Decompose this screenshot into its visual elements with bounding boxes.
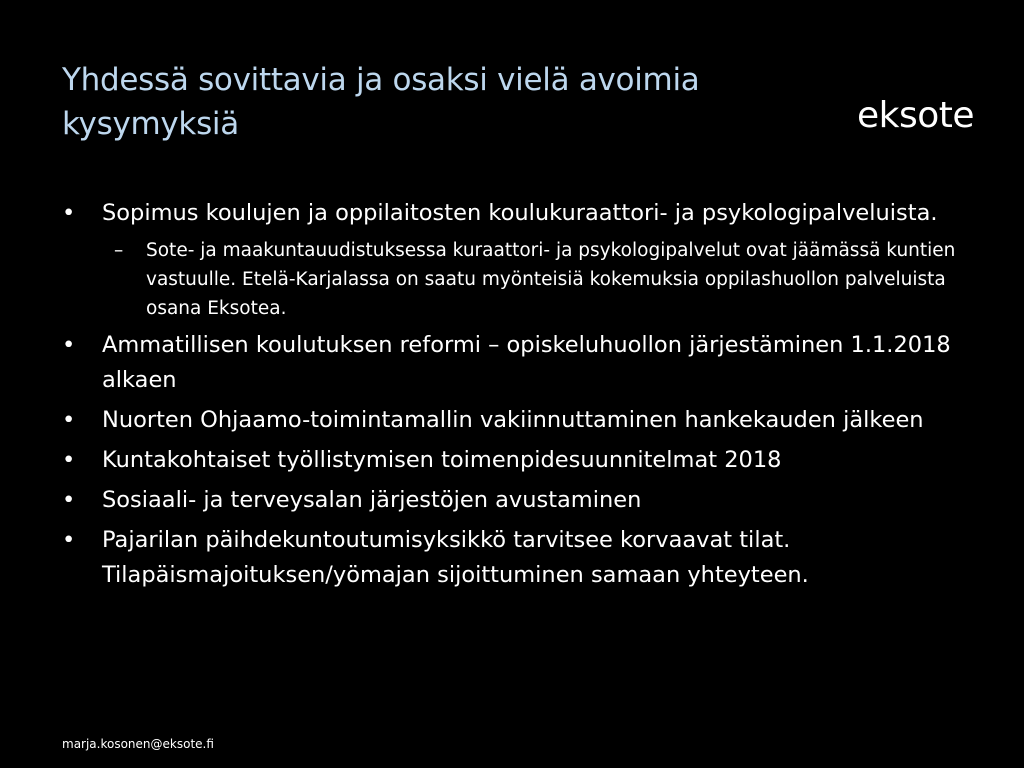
- bullet-marker: •: [62, 332, 76, 358]
- bullet-marker: •: [62, 487, 76, 513]
- bullet-item: [62, 443, 962, 478]
- bullet-text: Kuntakohtaiset työllistymisen toimenpidesuunnitelmat 2018: [102, 447, 782, 473]
- bullet-list: [62, 196, 962, 598]
- bullet-item: [62, 196, 962, 323]
- bullet-item: [62, 483, 962, 518]
- eksote-logo: eksote: [856, 95, 974, 136]
- bullet-text: Ammatillisen koulutuksen reformi – opiskeluhuollon järjestäminen 1.1.2018 alkaen: [102, 332, 951, 393]
- bullet-marker: •: [62, 527, 76, 553]
- sub-bullet-item: [102, 236, 962, 323]
- bullet-marker: •: [62, 200, 76, 226]
- bullet-marker: •: [62, 447, 76, 473]
- sub-bullet-list: [102, 236, 962, 323]
- footer-email: marja.kosonen@eksote.fi: [62, 737, 214, 751]
- bullet-marker: •: [62, 407, 76, 433]
- sub-bullet-marker: –: [114, 240, 124, 261]
- slide-title: Yhdessä sovittavia ja osaksi vielä avoimia kysymyksiä: [62, 62, 700, 142]
- bullet-text: Sosiaali- ja terveysalan järjestöjen avustaminen: [102, 487, 642, 513]
- bullet-text: Sopimus koulujen ja oppilaitosten koulukuraattori- ja psykologipalveluista.: [102, 200, 938, 226]
- bullet-text: Pajarilan päihdekuntoutumisyksikkö tarvitsee korvaavat tilat. Tilapäismajoituksen/yömajan sijoittuminen samaan yhteyteen.: [102, 527, 809, 588]
- bullet-item: [62, 523, 962, 593]
- bullet-item: [62, 403, 962, 438]
- bullet-text: Nuorten Ohjaamo-toimintamallin vakiinnuttaminen hankekauden jälkeen: [102, 407, 924, 433]
- sub-bullet-text: Sote- ja maakuntauudistuksessa kuraattori- ja psykologipalvelut ovat jäämässä kuntien vastuulle. Etelä-Karjalassa on saatu myönteisiä kokemuksia oppilashuollon palveluista osana Eksotea.: [146, 240, 956, 319]
- bullet-item: [62, 328, 962, 398]
